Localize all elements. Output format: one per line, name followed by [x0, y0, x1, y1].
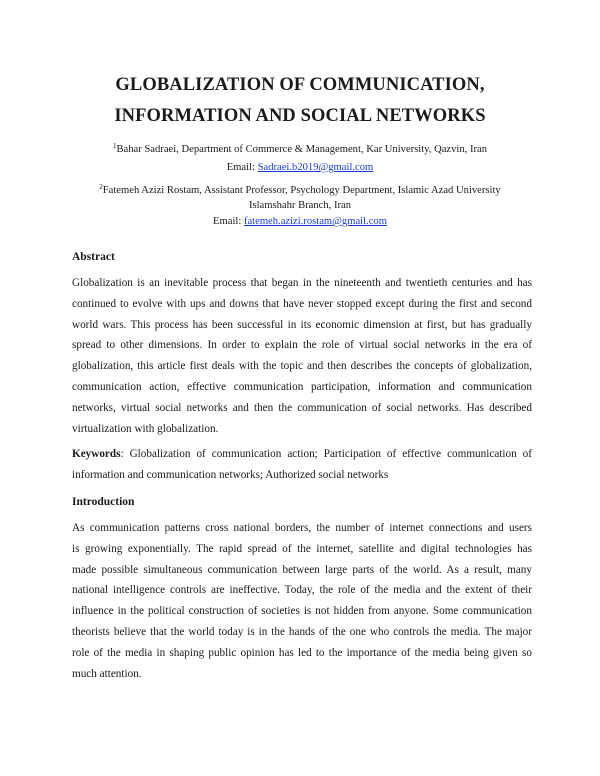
author-1-affiliation [40, 139, 560, 157]
introduction-line: As communication patterns cross national borders, the number of internet connections and users [72, 522, 532, 534]
introduction-line: national intelligence controls are ineffective. Today, the role of the media and the extent of their [72, 584, 532, 597]
title-line-2: INFORMATION AND SOCIAL NETWORKS [114, 106, 486, 126]
abstract-line: spread to other dimensions. In order to explain the role of virtual social networks in the era of [72, 339, 532, 352]
author-2-affiliation [40, 180, 560, 213]
abstract-line: Globalization is an inevitable process that began in the nineteenth and twentieth centuries and has [72, 277, 532, 289]
abstract-line: continued to evolve with ups and downs that have never stopped except during the first and second [72, 297, 532, 310]
author-2-email-label: Email: [213, 216, 244, 227]
keywords-line-2: information and communication networks; Authorized social networks [72, 468, 389, 481]
author-2-superscript: 2 [99, 183, 103, 191]
author-2-email-line [40, 214, 560, 229]
keywords-block [72, 444, 532, 486]
author-1-affiliation-text: Bahar Sadraei, Department of Commerce & Management, Kar University, Qazvin, Iran [116, 144, 488, 155]
keywords-line-1 [72, 444, 532, 465]
title-line-1: GLOBALIZATION OF COMMUNICATION, [115, 75, 485, 95]
introduction-line: is growing exponentially. The rapid spread of the internet, satellite and digital technologies has [72, 542, 532, 555]
introduction-line: made possible simultaneous communication between large parts of the world. As a result, many [72, 563, 532, 576]
abstract-line: virtualization with globalization. [72, 422, 219, 435]
author-2-affiliation-line-2: Islamshahr Branch, Iran [248, 200, 352, 211]
author-2-affiliation-line-1: Fatemeh Azizi Rostam, Assistant Professor, Psychology Department, Islamic Azad University [102, 185, 501, 196]
abstract-heading: Abstract [72, 251, 115, 263]
author-1-superscript: 1 [112, 142, 117, 150]
introduction-heading: Introduction [72, 496, 135, 508]
introduction-body [72, 518, 532, 684]
author-2-email-link[interactable]: fatemeh.azizi.rostam@gmail.com [243, 216, 387, 227]
abstract-line: networks, virtual social networks and then the communication of social networks. Has described [72, 401, 532, 414]
keywords-label: Keywords [72, 448, 121, 460]
abstract-line: communication action, effective communication participation, information and communication [72, 380, 532, 393]
author-1-email-link[interactable]: Sadraei.b2019@gmail.com [257, 162, 374, 173]
introduction-line: influence in the political construction of societies is not hidden from anyone. Some communication [72, 605, 532, 618]
abstract-line: globalization, this article first deals with the topic and then describes the concepts of globalization, [72, 360, 532, 373]
abstract-line: world wars. This process has been successful in its economic dimension at first, but has gradually [72, 318, 532, 331]
introduction-line: theorists believe that the world today is in the hands of the one who controls the media. The major [72, 625, 532, 638]
keywords-text-1: : Globalization of communication action; Participation of effective communication of [120, 448, 532, 460]
author-1-email-label: Email: [226, 162, 258, 173]
abstract-body [72, 273, 532, 439]
introduction-line: role of the media in shaping public opinion has led to the importance of the media being given so [72, 646, 532, 659]
author-1-email-line [40, 160, 560, 175]
introduction-line: much attention. [72, 667, 142, 680]
paper-title [0, 70, 600, 132]
